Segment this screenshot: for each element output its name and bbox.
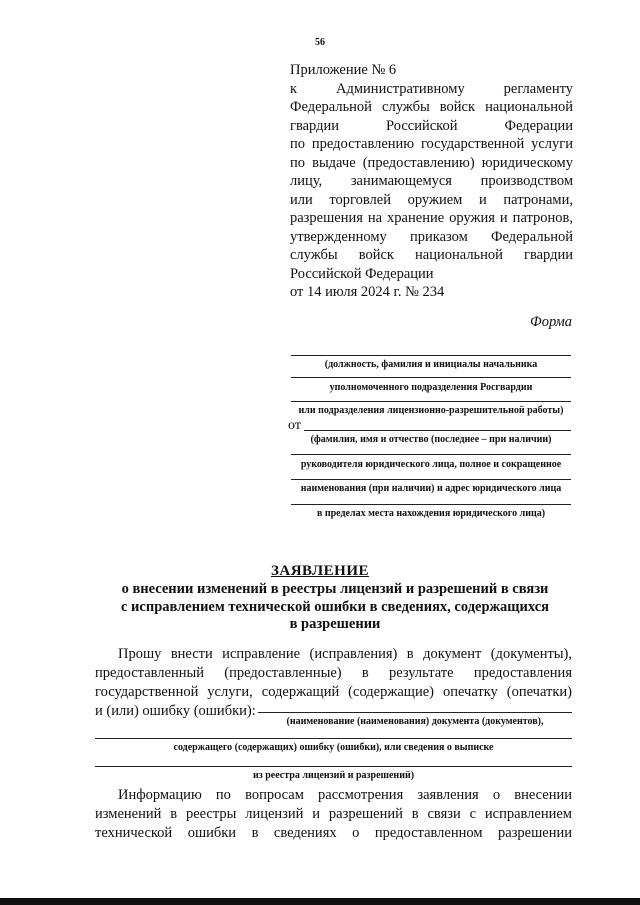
field-caption: из реестра лицензий и разрешений) — [252, 770, 415, 781]
sender-fill-line[interactable] — [291, 454, 571, 455]
appendix-line: утвержденному приказом Федеральной — [290, 228, 573, 245]
form-label: Форма — [530, 314, 572, 330]
subtitle-line: с исправлением технической ошибки в сведениях, содержащихся — [120, 598, 550, 615]
appendix-line: Федеральной службы войск национальной — [290, 99, 573, 115]
appendix-line: по выдаче (предоставлению) юридическому — [290, 154, 573, 171]
paragraph-line: Информацию по вопросам рассмотрения заявления о внесении — [118, 787, 572, 803]
document-title: ЗАЯВЛЕНИЕ — [270, 563, 370, 579]
from-label: от — [288, 418, 301, 433]
sender-caption: руководителя юридического лица, полное и сокращенное — [300, 459, 562, 470]
appendix-line: по предоставлению государственной услуги — [290, 136, 573, 152]
appendix-header — [290, 61, 573, 302]
appendix-line: гвардии Российской Федерации — [290, 117, 573, 134]
appendix-line: к Административному регламенту — [290, 80, 573, 97]
subtitle-line: в разрешении — [289, 616, 381, 632]
recipient-fill-line[interactable] — [291, 377, 571, 378]
page-number: 56 — [315, 37, 325, 48]
info-paragraph — [95, 786, 572, 843]
recipient-caption: (должность, фамилия и инициалы начальника — [324, 359, 538, 370]
recipient-caption: уполномоченного подразделения Росгвардии — [329, 382, 533, 393]
scan-edge — [0, 898, 640, 905]
paragraph-line: Прошу внести исправление (исправления) в документ (документы), — [118, 646, 572, 662]
recipient-fill-line[interactable] — [291, 401, 571, 402]
paragraph-line: предоставленный (предоставленные) в результате предоставления — [95, 665, 572, 681]
sender-caption: наименования (при наличии) и адрес юридического лица — [300, 483, 562, 494]
field-caption: содержащего (содержащих) ошибку (ошибки), или сведения о выписке — [173, 742, 494, 753]
recipient-caption: или подразделения лицензионно-разрешительной работы) — [298, 405, 564, 416]
sender-caption: (фамилия, имя и отчество (последнее – при наличии) — [310, 434, 552, 445]
subtitle-line: о внесении изменений в реестры лицензий и разрешений в связи — [121, 581, 549, 597]
sender-fill-line[interactable] — [291, 479, 571, 480]
appendix-line: разрешения на хранение оружия и патронов, — [290, 210, 573, 226]
sender-caption: в пределах места нахождения юридического лица) — [316, 508, 546, 519]
paragraph-line: и (или) ошибку (ошибки): — [95, 703, 256, 719]
appendix-line: от 14 июля 2024 г. № 234 — [290, 284, 445, 300]
recipient-fill-line[interactable] — [291, 355, 571, 356]
appendix-line: службы войск национальной гвардии — [290, 247, 573, 263]
document-subtitle — [95, 581, 575, 634]
sender-fill-line[interactable] — [304, 430, 571, 431]
sender-fill-line[interactable] — [291, 504, 571, 505]
paragraph-line: технической ошибки в сведениях о предоставленном разрешении — [95, 825, 572, 841]
document-name-fill-line[interactable] — [95, 738, 572, 739]
appendix-line: Российской Федерации — [290, 265, 434, 282]
request-paragraph — [95, 645, 572, 721]
field-caption: (наименование (наименования) документа (документов), — [286, 716, 544, 727]
document-name-fill-line[interactable] — [95, 766, 572, 767]
appendix-line: Приложение № 6 — [290, 62, 397, 78]
appendix-line: лицу, занимающемуся производством — [290, 173, 573, 189]
document-name-fill-line[interactable] — [258, 712, 572, 713]
paragraph-line: изменений в реестры лицензий и разрешений в связи с исправлением — [95, 806, 572, 822]
appendix-line: или торговлей оружием и патронами, — [290, 191, 573, 208]
paragraph-line: государственной услуги, содержащий (содержащие) опечатку (опечатки) — [95, 684, 572, 700]
